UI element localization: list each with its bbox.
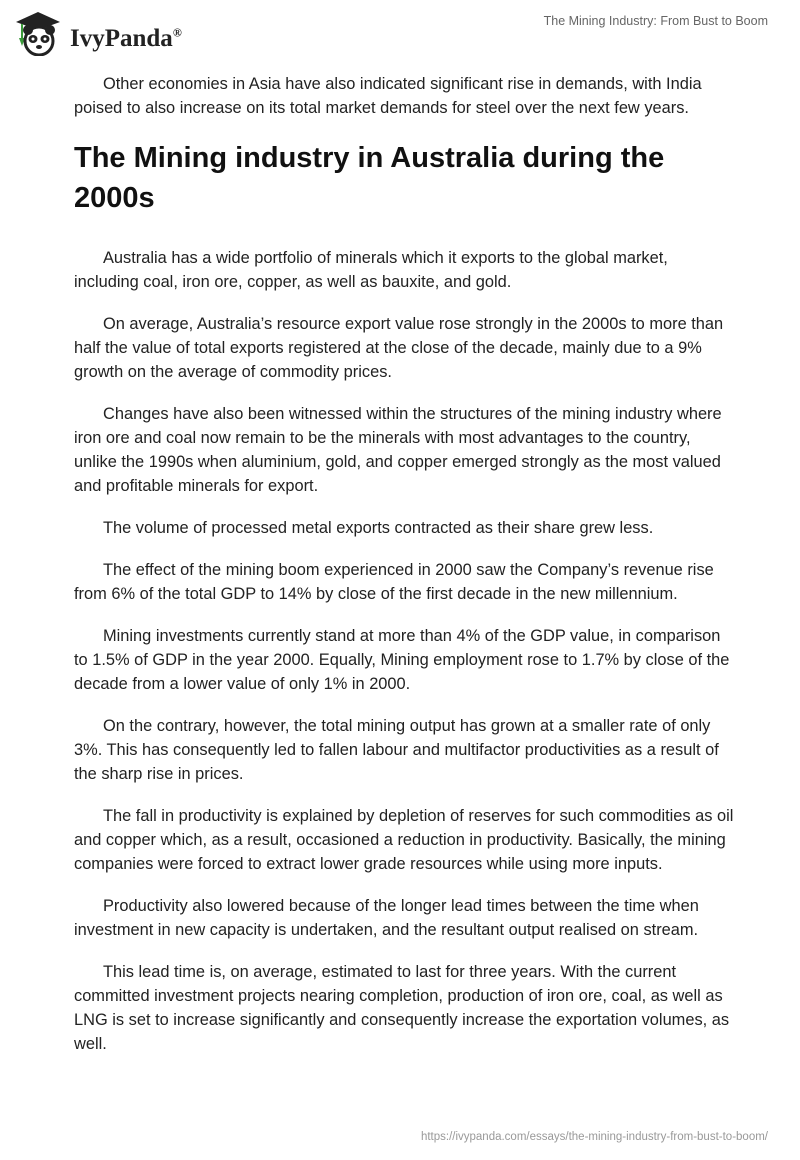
document-title: The Mining Industry: From Bust to Boom bbox=[543, 14, 768, 28]
paragraph: Australia has a wide portfolio of minerals which it exports to the global market, including coal, iron ore, copper, as well as bauxite, and gold. bbox=[74, 249, 668, 291]
logo[interactable] bbox=[12, 8, 182, 56]
section-heading: The Mining industry in Australia during the 2000s bbox=[74, 142, 665, 214]
paragraph: This lead time is, on average, estimated to last for three years. With the current committed investment projects nearing completion, production of iron ore, coal, as well as LNG is set to increase significantly and consequently increase the exportation volumes, as well. bbox=[74, 963, 730, 1053]
paragraph: The volume of processed metal exports contracted as their share grew less. bbox=[103, 519, 654, 537]
paragraph: Other economies in Asia have also indicated significant rise in demands, with India poised to also increase on its total market demands for steel over the next few years. bbox=[74, 75, 702, 117]
article-body bbox=[74, 72, 734, 1074]
logo-text: IvyPanda® bbox=[70, 25, 182, 52]
header bbox=[0, 0, 800, 60]
paragraph: On the contrary, however, the total mining output has grown at a smaller rate of only 3%. This has consequently led to fallen labour and multifactor productivities as a result of the sharp rise in prices. bbox=[74, 717, 719, 783]
paragraph: On average, Australia’s resource export value rose strongly in the 2000s to more than half the value of total exports registered at the close of the decade, mainly due to a 9% growth on the average of commodity prices. bbox=[74, 315, 724, 381]
source-url[interactable]: https://ivypanda.com/essays/the-mining-industry-from-bust-to-boom/ bbox=[420, 1131, 768, 1143]
paragraph: Mining investments currently stand at more than 4% of the GDP value, in comparison to 1.5% of GDP in the year 2000. Equally, Mining employment rose to 1.7% by close of the decade from a lower value of only 1% in 2000. bbox=[74, 627, 730, 693]
paragraph: The fall in productivity is explained by depletion of reserves for such commodities as oil and copper which, as a result, occasioned a reduction in productivity. Basically, the mining companies were forced to extract lower grade resources while using more inputs. bbox=[74, 807, 734, 873]
paragraph: Productivity also lowered because of the longer lead times between the time when investment in new capacity is undertaken, and the resultant output realised on stream. bbox=[74, 897, 699, 939]
paragraph: Changes have also been witnessed within the structures of the mining industry where iron ore and coal now remain to be the minerals with most advantages to the country, unlike the 1990s when aluminium, gold, and copper emerged strongly as the most valued and profitable minerals for export. bbox=[74, 405, 722, 495]
panda-graduate-icon bbox=[12, 8, 64, 56]
paragraph: The effect of the mining boom experienced in 2000 saw the Company’s revenue rise from 6% of the total GDP to 14% by close of the first decade in the new millennium. bbox=[74, 561, 714, 603]
